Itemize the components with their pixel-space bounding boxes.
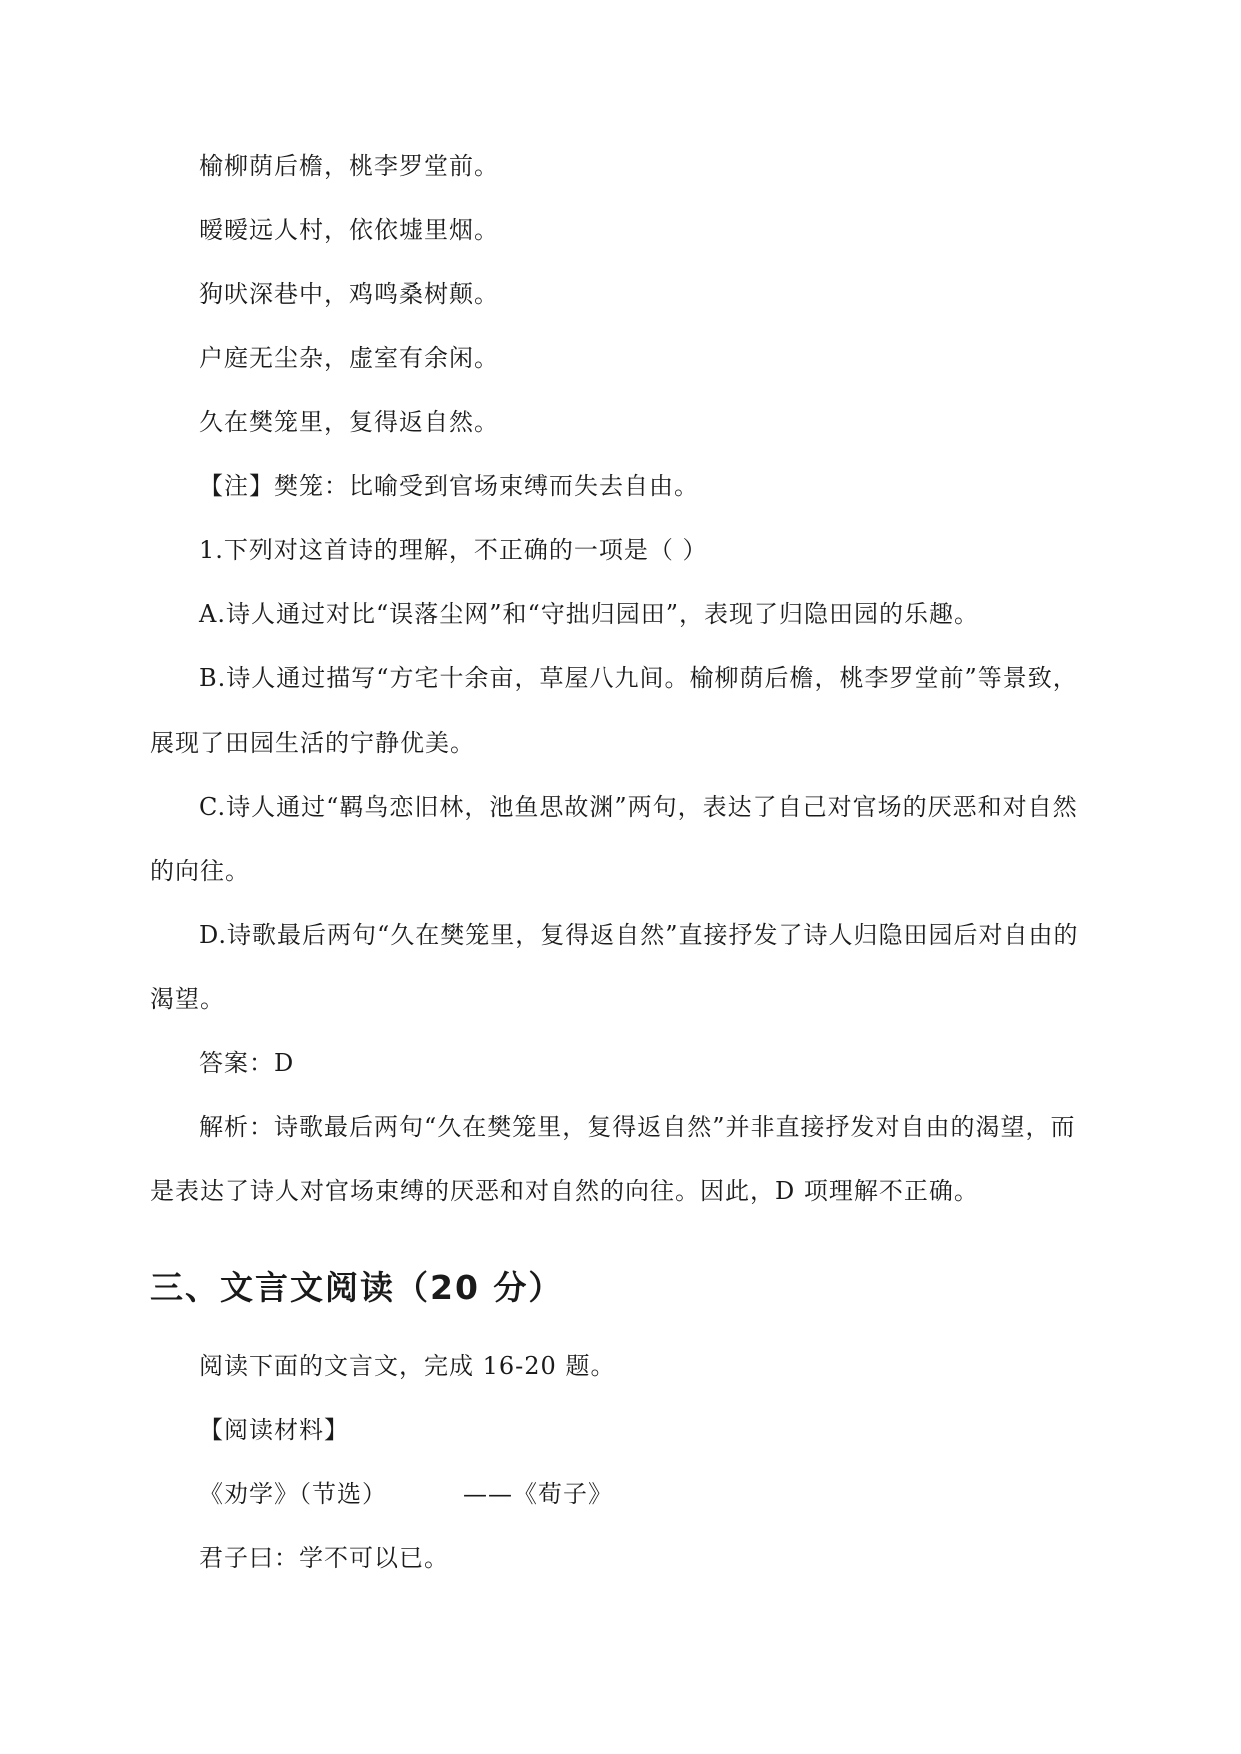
option-b-line-2: 展现了田园生活的宁静优美。 xyxy=(150,729,475,757)
answer-line: 答案：D xyxy=(199,1049,295,1077)
option-c-line-2: 的向往。 xyxy=(150,857,250,885)
question-stem: 1.下列对这首诗的理解，不正确的一项是（ ） xyxy=(199,536,708,564)
passage-first-line: 君子曰：学不可以已。 xyxy=(199,1544,449,1572)
option-d-line-1: D.诗歌最后两句“久在樊笼里，复得返自然”直接抒发了诗人归隐田园后对自由的 xyxy=(199,921,1079,949)
option-a: A.诗人通过对比“误落尘网”和“守拙归园田”，表现了归隐田园的乐趣。 xyxy=(199,600,980,628)
poem-line-4: 户庭无尘杂，虚室有余闲。 xyxy=(199,344,499,372)
option-d-line-2: 渴望。 xyxy=(150,985,225,1013)
poem-note: 【注】樊笼：比喻受到官场束缚而失去自由。 xyxy=(199,472,699,500)
source-line xyxy=(199,1478,613,1510)
option-c-line-1: C.诗人通过“羁鸟恋旧林，池鱼思故渊”两句，表达了自己对官场的厌恶和对自然 xyxy=(199,793,1078,821)
poem-line-5: 久在樊笼里，复得返自然。 xyxy=(199,408,499,436)
section-instruction: 阅读下面的文言文，完成 16-20 题。 xyxy=(199,1352,616,1380)
analysis-line-1: 解析：诗歌最后两句“久在樊笼里，复得返自然”并非直接抒发对自由的渴望，而 xyxy=(199,1113,1076,1141)
source-title: 《劝学》（节选） xyxy=(199,1480,387,1508)
poem-line-1: 榆柳荫后檐，桃李罗堂前。 xyxy=(199,152,499,180)
analysis-line-2: 是表达了诗人对官场束缚的厌恶和对自然的向往。因此，D 项理解不正确。 xyxy=(150,1177,979,1205)
poem-line-2: 暧暧远人村，依依墟里烟。 xyxy=(199,216,499,244)
section-heading: 三、文言文阅读（20 分） xyxy=(150,1268,564,1307)
poem-line-3: 狗吠深巷中，鸡鸣桑树颠。 xyxy=(199,280,499,308)
option-b-line-1: B.诗人通过描写“方宅十余亩，草屋八九间。榆柳荫后檐，桃李罗堂前”等景致， xyxy=(199,664,1078,692)
source-author: ——《荀子》 xyxy=(463,1480,613,1508)
material-label: 【阅读材料】 xyxy=(199,1416,349,1444)
